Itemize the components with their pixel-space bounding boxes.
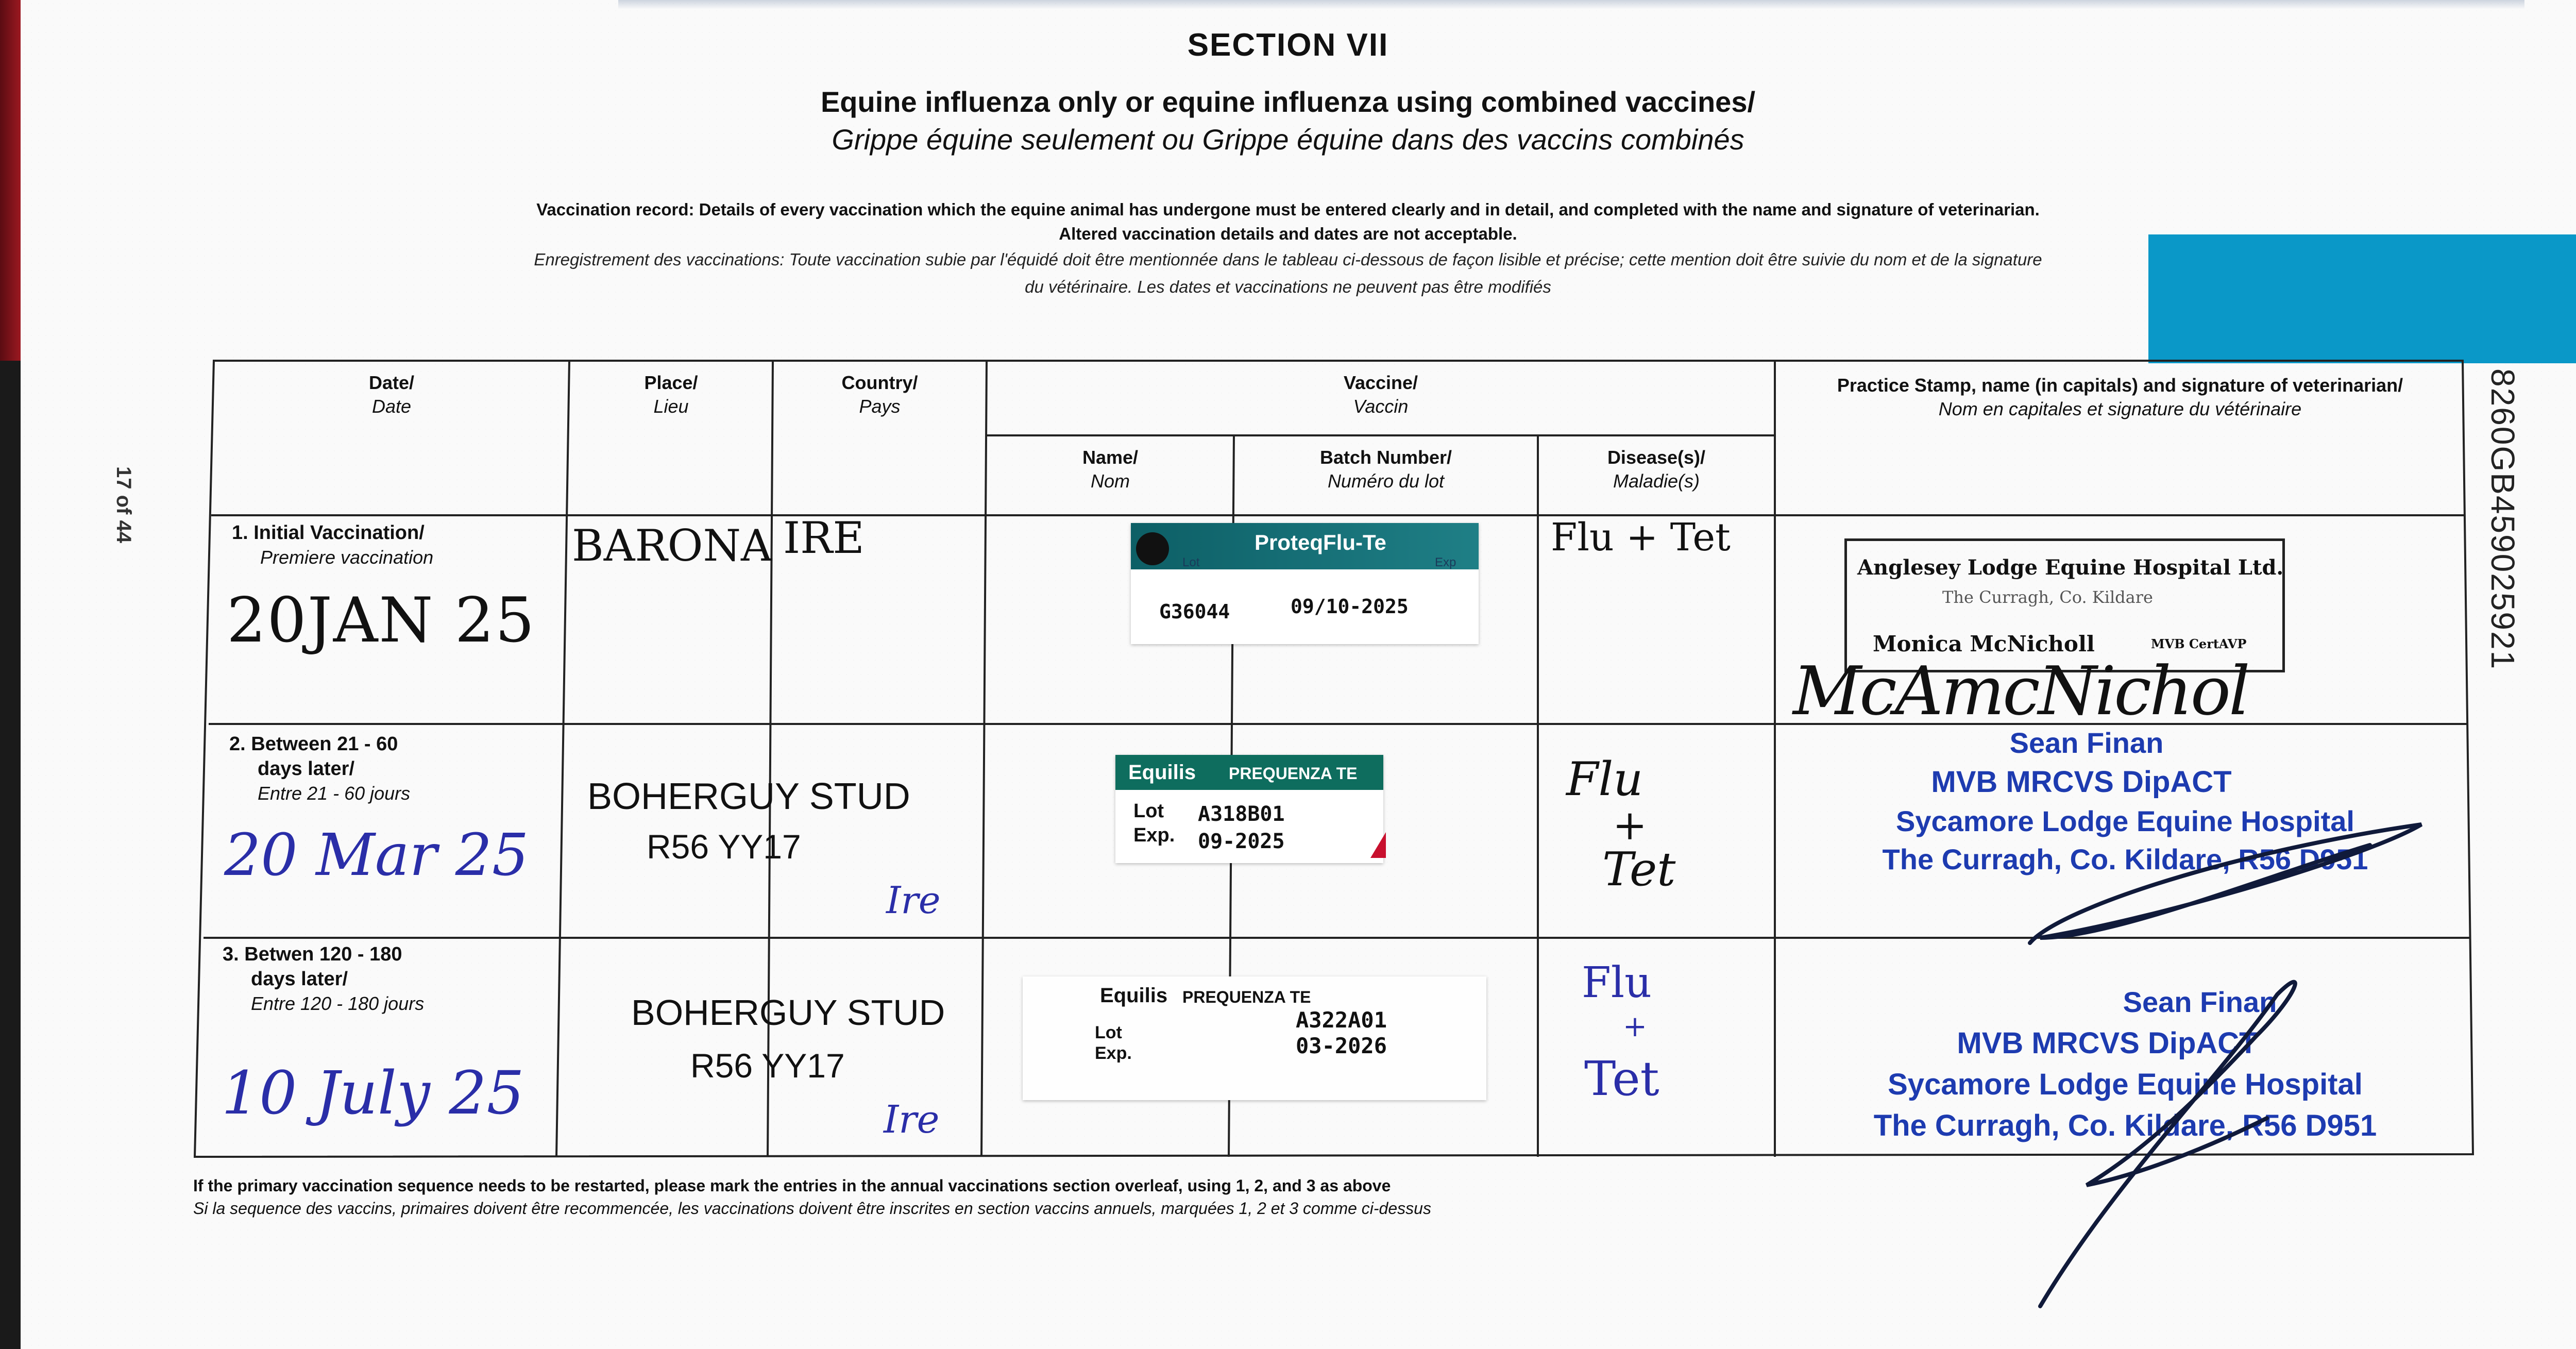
row2-disease-1: Flu xyxy=(1566,752,1643,806)
row3-practice-stamp: Sean Finan MVB MRCVS DipACT Sycamore Lodge Equine Hospital The Curragh, Co. Kildare, R56 D951 xyxy=(1873,986,2377,1142)
row3-place-line1: BOHERGUY STUD xyxy=(631,992,945,1033)
row2-signature-stroke xyxy=(2030,824,2421,943)
row2-place-line2: R56 YY17 xyxy=(647,828,801,866)
row3-expiry: 03-2026 xyxy=(1296,1033,1387,1058)
row1-disease: Flu + Tet xyxy=(1551,515,1731,560)
header-vaccine-name: Name/ Nom xyxy=(1082,447,1139,492)
row3-place-line2: R56 YY17 xyxy=(690,1047,845,1085)
header-practice-stamp: Practice Stamp, name (in capitals) and signature of veterinarian/ Nom en capitales et signature du vétérinaire xyxy=(1837,375,2403,419)
row1-lot-label: Lot xyxy=(1182,555,1200,569)
header-vaccine: Vaccine/ Vaccin xyxy=(1343,372,1418,417)
row3-label: 3. Betwen 120 - 180 days later/ Entre 120 - 180 jours xyxy=(223,943,425,1014)
row3-batch-number: A322A01 xyxy=(1296,1007,1387,1033)
heading-french: Grippe équine seulement ou Grippe équine dans des vaccins combinés xyxy=(832,123,1744,156)
header-disease: Disease(s)/ Maladie(s) xyxy=(1607,447,1706,492)
row2-vaccine-brand: Equilis xyxy=(1128,761,1196,784)
intro-french: Enregistrement des vaccinations: Toute vaccination subie par l'équidé doit être mentionnée dans le tableau ci-dessous de façon lisible et précise; cette mention doit être suivie du nom et de la signature xyxy=(534,250,2042,269)
heading-english: Equine influenza only or equine influenza using combined vaccines/ xyxy=(820,86,1756,118)
row3-disease-1: Flu xyxy=(1582,958,1652,1007)
row2-date: 20 Mar 25 xyxy=(224,822,529,889)
row2-label: 2. Between 21 - 60 days later/ Entre 21 - 60 jours xyxy=(229,733,411,804)
row1-practice-stamp: Anglesey Lodge Equine Hospital Ltd. The Curragh, Co. Kildare Monica McNicholl MVB CertAVP xyxy=(1844,538,2285,672)
intro-french-2: du vétérinaire. Les dates et vaccinations ne peuvent pas être modifiés xyxy=(1025,277,1551,296)
row1-expiry: 09/10-2025 xyxy=(1291,595,1409,618)
row2-vaccine-sticker: Equilis PREQUENZA TE Lot Exp. A318B01 09-2025 xyxy=(1115,755,1383,863)
row2-country: Ire xyxy=(886,879,941,922)
row2-expiry: 09-2025 xyxy=(1198,830,1285,853)
row2-place-line1: BOHERGUY STUD xyxy=(587,776,910,817)
row3-date: 10 July 25 xyxy=(222,1059,524,1128)
row1-exp-label: Exp xyxy=(1435,555,1456,569)
row2-practice-stamp: Sean Finan MVB MRCVS DipACT Sycamore Lodge Equine Hospital The Curragh, Co. Kildare, R56 D951 xyxy=(1882,727,2368,875)
row2-batch-number: A318B01 xyxy=(1198,802,1285,826)
footer-french: Si la sequence des vaccins, primaires doivent être recommencée, les vaccinations doivent être inscrites en section vaccins annuels, marquées 1, 2 et 3 comme ci-dessus xyxy=(193,1199,1431,1218)
intro-english-2: Altered vaccination details and dates are not acceptable. xyxy=(1059,224,1517,243)
row1-batch-number: G36044 xyxy=(1159,600,1230,623)
row3-vaccine-product: PREQUENZA TE xyxy=(1182,988,1311,1006)
passport-id: 8260GB459025921 xyxy=(2484,368,2521,670)
row1-date: 20JAN 25 xyxy=(227,585,536,656)
row2-vaccine-product: PREQUENZA TE xyxy=(1229,764,1358,783)
header-date: Date/ Date xyxy=(368,372,415,417)
footer-english: If the primary vaccination sequence needs to be restarted, please mark the entries in the annual vaccinations section overleaf, using 1, 2, and 3 as above xyxy=(193,1176,1391,1195)
row3-vaccine-sticker: Equilis PREQUENZA TE Lot Exp. A322A01 03-2026 xyxy=(1023,976,1486,1100)
row2-disease-3: Tet xyxy=(1602,842,1676,897)
row1-signature: McAmcNichol xyxy=(1793,652,2248,730)
row1-country: IRE xyxy=(783,513,865,563)
page-number: 17 of 44 xyxy=(112,466,135,543)
row2-disease-2: + xyxy=(1613,801,1648,849)
row3-vaccine-brand: Equilis xyxy=(1100,984,1168,1007)
row1-vaccine-brand: ProteqFlu-Te xyxy=(1255,530,1386,554)
header-place: Place/ Lieu xyxy=(644,372,698,417)
row3-disease-2: + xyxy=(1623,1010,1647,1043)
row1-label: 1. Initial Vaccination/ Premiere vaccination xyxy=(232,522,434,568)
intro-english: Vaccination record: Details of every vaccination which the equine animal has undergone must be entered clearly and in detail, and completed with the name and signature of veterinarian. xyxy=(536,200,2040,219)
row3-signature-stroke xyxy=(2040,982,2295,1306)
row3-country: Ire xyxy=(884,1098,940,1142)
row3-disease-3: Tet xyxy=(1584,1051,1659,1106)
section-title: SECTION VII xyxy=(1187,27,1389,63)
header-country: Country/ Pays xyxy=(841,372,918,417)
header-batch-number: Batch Number/ Numéro du lot xyxy=(1319,447,1452,492)
row1-place: BARONA xyxy=(572,520,772,571)
